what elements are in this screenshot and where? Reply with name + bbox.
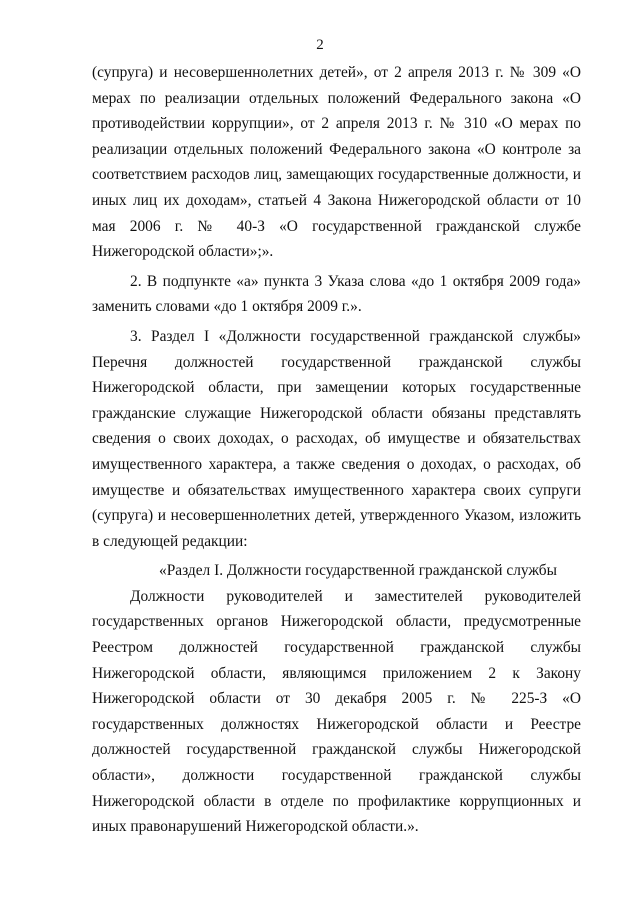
paragraph-section-text: Должности руководителей и заместителей руководителей государственных органов Нижегородской области, предусмотренные Реестром должностей государственной гражданской службы Нижегородской области, являющимся приложением 2 к Закону Нижегородской области от 30 декабря 2005 г. № 225-З «О государственных должностях Нижегородской области и Реестре должностей государственной гражданской службы Нижегородской области», должности государственной гражданской службы Нижегородской области в отделе по профилактике коррупционных и иных правонарушений Нижегородской области.».	[92, 587, 581, 836]
section-heading: «Раздел I. Должности государственной гражданской службы	[159, 562, 557, 580]
paragraph-continuation: (супруга) и несовершеннолетних детей», от 2 апреля 2013 г. № 309 «О мерах по реализации отдельных положений Федерального закона «О противодействии коррупции», от 2 апреля 2013 г. № 310 «О мерах по реализации отдельных положений Федерального закона «О контроле за соответствием расходов лиц, замещающих государственные должности, и иных лиц их доходам», статьей 4 Закона Нижегородской области от 10 мая 2006 г. № 40-З «О государственной гражданской службе Нижегородской области»;».	[92, 64, 581, 261]
paragraph-item-3: 3. Раздел I «Должности государственной гражданской службы» Перечня должностей государственной гражданской службы Нижегородской области, при замещении которых государственные гражданские служащие Нижегородской области обязаны представлять сведения о своих доходах, о расходах, об имуществе и обязательствах имущественного характера, а также сведения о доходах, о расходах, об имуществе и обязательствах имущественного характера своих супруги (супруга) и несовершеннолетних детей, утвержденного Указом, изложить в следующей редакции:	[92, 327, 581, 550]
page-number: 2	[316, 37, 324, 53]
document-body	[92, 60, 581, 840]
paragraph-item-2: 2. В подпункте «а» пункта 3 Указа слова «до 1 октября 2009 года» заменить словами «до 1 октября 2009 г.».	[92, 272, 581, 316]
